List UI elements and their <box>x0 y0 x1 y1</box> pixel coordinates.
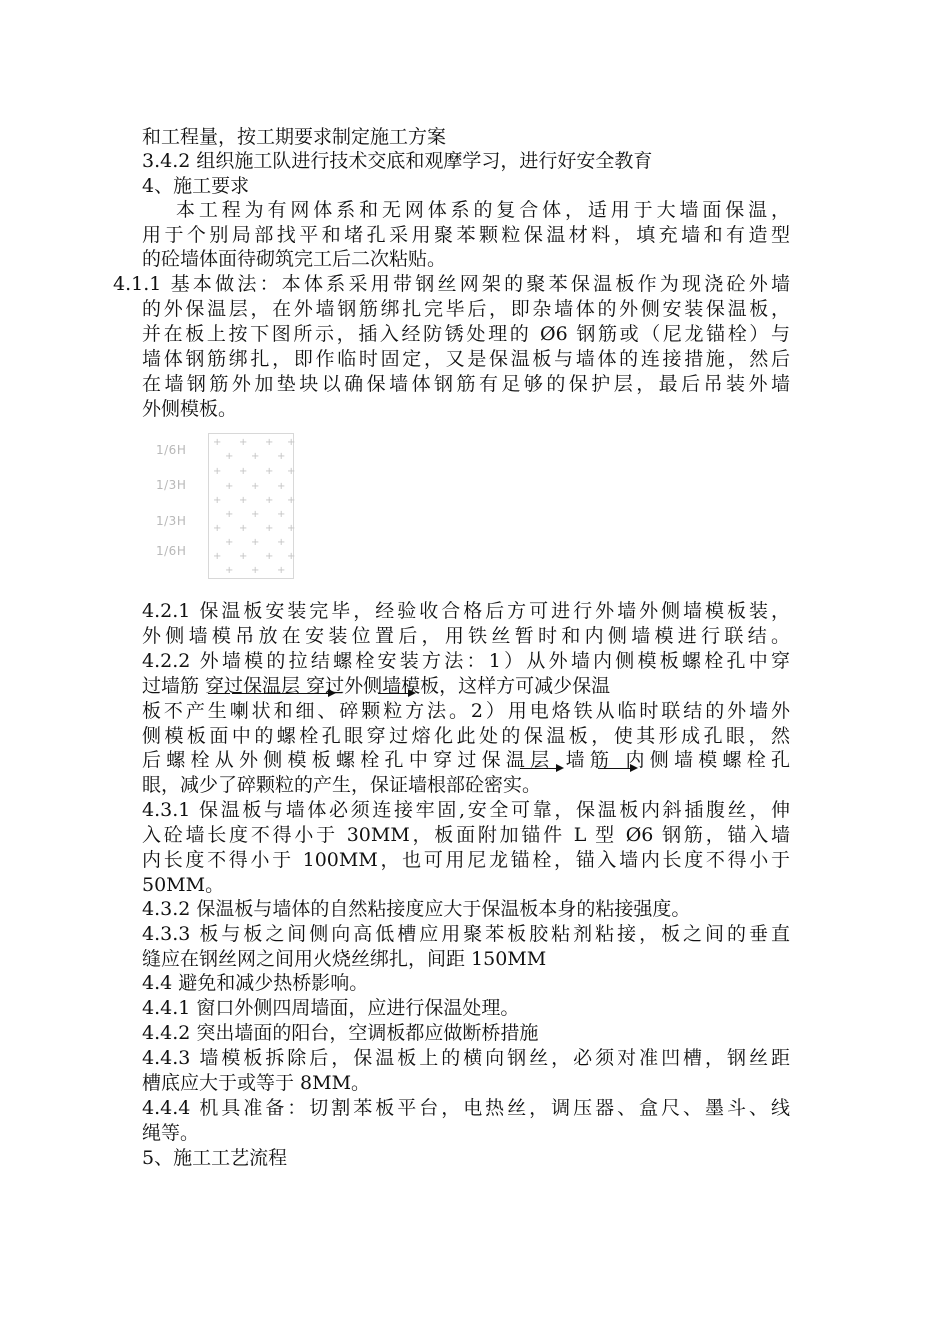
text-line: 槽底应大于或等于 8MM。 <box>142 1072 371 1094</box>
anchor-point-marker: + <box>225 481 234 492</box>
text-line: 缝应在钢丝网之间用火烧丝绑扎，间距 150MM <box>142 948 547 970</box>
anchor-point-marker: + <box>277 537 286 548</box>
diagram-label: 1/6H <box>156 443 187 457</box>
text-line: 4.4.2 突出墙面的阳台，空调板都应做断桥措施 <box>142 1022 539 1044</box>
anchor-point-marker: + <box>213 466 222 477</box>
section-heading: 5、施工工艺流程 <box>142 1147 288 1169</box>
text-line: 并在板上按下图所示，插入经防锈处理的 Ø6 钢筋或（尼龙锚栓）与 <box>142 323 790 345</box>
anchor-point-marker: + <box>265 551 274 562</box>
text-line: 4.3.2 保温板与墙体的自然粘接度应大于保温板本身的粘接强度。 <box>142 898 691 920</box>
text-line: 外侧墙模吊放在安装位置后，用铁丝暂时和内侧墙模进行联结。 <box>142 625 790 647</box>
anchor-point-marker: + <box>225 451 234 462</box>
anchor-point-marker: + <box>213 495 222 506</box>
text-line: 绳等。 <box>142 1122 200 1144</box>
anchor-point-marker: + <box>225 509 234 520</box>
anchor-point-marker: + <box>277 481 286 492</box>
anchor-point-marker: + <box>239 495 248 506</box>
anchor-point-marker: + <box>287 551 296 562</box>
anchor-point-marker: + <box>239 523 248 534</box>
anchor-point-marker: + <box>287 437 296 448</box>
anchor-point-marker: + <box>287 495 296 506</box>
text-line: 本工程为有网体系和无网体系的复合体，适用于大墙面保温， <box>176 199 790 221</box>
anchor-point-marker: + <box>225 537 234 548</box>
anchor-point-marker: + <box>251 451 260 462</box>
text-line: 眼，减少了碎颗粒的产生，保证墙根部砼密实。 <box>142 774 542 796</box>
anchor-point-marker: + <box>225 565 234 576</box>
anchor-point-marker: + <box>239 437 248 448</box>
text-line: 的砼墙体面待砌筑完工后二次粘贴。 <box>142 248 447 270</box>
anchor-point-marker: + <box>251 509 260 520</box>
anchor-point-marker: + <box>277 509 286 520</box>
text-line: 后螺栓从外侧模板螺栓孔中穿过保温层 墙筋 内侧墙模螺栓孔 <box>142 749 790 771</box>
anchor-point-marker: + <box>265 437 274 448</box>
anchor-point-marker: + <box>251 537 260 548</box>
anchor-point-marker: + <box>213 551 222 562</box>
text-line: 过墙筋 穿过保温层 穿过外侧墙模板，这样方可减少保温 <box>142 675 611 697</box>
insulation-board-anchor-diagram <box>150 433 300 579</box>
anchor-point-marker: + <box>251 481 260 492</box>
anchor-point-marker: + <box>251 565 260 576</box>
text-line: 内长度不得小于 100MM，也可用尼龙锚栓，锚入墙内长度不得小于 <box>142 849 790 871</box>
anchor-point-marker: + <box>265 466 274 477</box>
text-line: 板不产生喇状和细、碎颗粒方法。2）用电烙铁从临时联结的外墙外 <box>142 700 790 722</box>
text-line: 的外保温层，在外墙钢筋绑扎完毕后，即杂墙体的外侧安装保温板， <box>142 298 790 320</box>
text-line: 入砼墙长度不得小于 30MM，板面附加锚件 L 型 Ø6 钢筋，锚入墙 <box>142 824 790 846</box>
underline-mark <box>520 768 540 769</box>
right-arrow-icon <box>540 768 562 769</box>
text-line: 和工程量，按工期要求制定施工方案 <box>142 126 447 148</box>
anchor-point-marker: + <box>213 437 222 448</box>
text-line: 4.1.1 基本做法：本体系采用带钢丝网架的聚苯保温板作为现浇砼外墙 <box>113 273 790 295</box>
text-line: 4.3.3 板与板之间侧向高低槽应用聚苯板胶粘剂粘接，板之间的垂直 <box>142 923 790 945</box>
anchor-point-marker: + <box>287 523 296 534</box>
text-line: 在墙钢筋外加垫块以确保墙体钢筋有足够的保护层，最后吊装外墙 <box>142 373 790 395</box>
text-line: 侧模板面中的螺栓孔眼穿过熔化此处的保温板，使其形成孔眼，然 <box>142 725 790 747</box>
text-line: 4.4.1 窗口外侧四周墙面，应进行保温处理。 <box>142 997 520 1019</box>
text-line: 用于个别局部找平和堵孔采用聚苯颗粒保温材料，填充墙和有造型 <box>142 224 790 246</box>
text-line: 墙体钢筋绑扎，即作临时固定，又是保温板与墙体的连接措施，然后 <box>142 348 790 370</box>
right-arrow-icon <box>598 768 636 769</box>
diagram-label: 1/3H <box>156 478 187 492</box>
anchor-point-marker: + <box>277 565 286 576</box>
text-line: 4.3.1 保温板与墙体必须连接牢固,安全可靠，保温板内斜插腹丝，伸 <box>142 799 790 821</box>
anchor-point-marker: + <box>265 495 274 506</box>
underline-mark <box>208 693 230 694</box>
text-line: 外侧模板。 <box>142 398 238 420</box>
right-arrow-icon <box>378 693 414 694</box>
text-line: 4.2.1 保温板安装完毕，经验收合格后方可进行外墙外侧墙模板装， <box>142 600 790 622</box>
text-line: 3.4.2 组织施工队进行技术交底和观摩学习，进行好安全教育 <box>142 150 653 172</box>
anchor-point-marker: + <box>277 451 286 462</box>
diagram-label: 1/6H <box>156 544 187 558</box>
text-line: 4.2.2 外墙模的拉结螺栓安装方法：1）从外墙内侧模板螺栓孔中穿 <box>142 650 790 672</box>
text-line: 4.4 避免和减少热桥影响。 <box>142 972 369 994</box>
section-heading: 4、施工要求 <box>142 175 250 197</box>
text-line: 4.4.3 墙模板拆除后，保温板上的横向钢丝，必须对准凹槽，钢丝距 <box>142 1047 790 1069</box>
diagram-label: 1/3H <box>156 514 187 528</box>
anchor-point-marker: + <box>287 466 296 477</box>
anchor-point-marker: + <box>239 466 248 477</box>
anchor-point-marker: + <box>265 523 274 534</box>
text-line: 4.4.4 机具准备：切割苯板平台，电热丝，调压器、盒尺、墨斗、线 <box>142 1097 790 1119</box>
anchor-point-marker: + <box>213 523 222 534</box>
right-arrow-icon <box>232 693 334 694</box>
text-line: 50MM。 <box>142 874 225 896</box>
insulation-board-outline <box>208 433 294 579</box>
anchor-point-marker: + <box>239 551 248 562</box>
